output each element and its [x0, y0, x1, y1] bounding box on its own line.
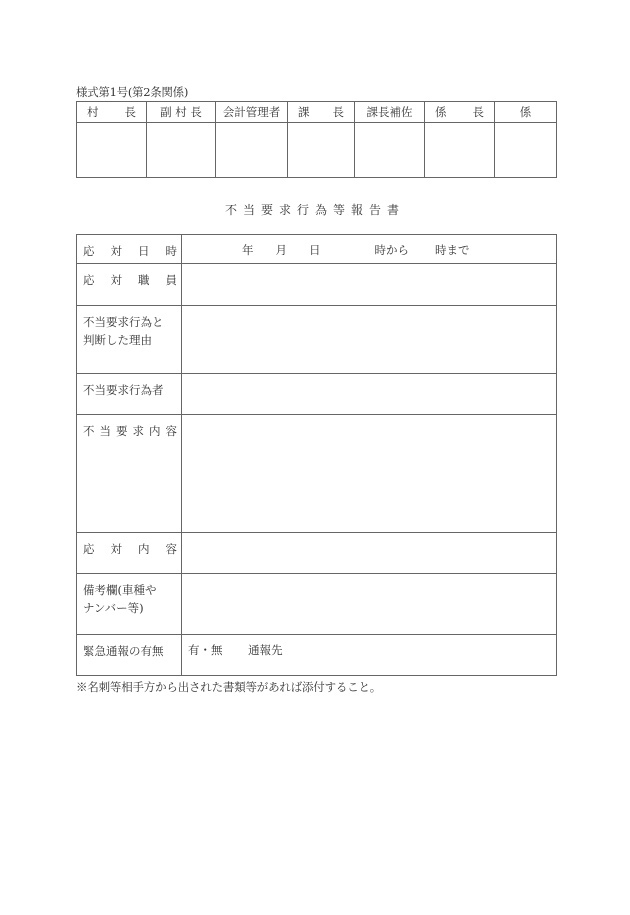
label-char: 対 [110, 244, 122, 258]
row-demand-content [77, 415, 557, 533]
year-label: 年 [242, 243, 254, 257]
label-char: 日 [138, 244, 150, 258]
row-responding-staff [77, 264, 557, 306]
label-reason [77, 306, 182, 374]
stamp-cell-accounting-manager[interactable] [216, 123, 288, 178]
field-perpetrator[interactable] [182, 374, 557, 415]
field-response-content[interactable] [182, 533, 557, 574]
field-response-datetime[interactable] [182, 235, 557, 264]
label-line: 備考欄(車種や [83, 583, 157, 597]
header-village-head: 村 長 [77, 102, 147, 123]
stamp-cell-deputy-village-head[interactable] [147, 123, 216, 178]
label-responding-staff [77, 264, 182, 306]
row-response-content [77, 533, 557, 574]
row-response-datetime [77, 235, 557, 264]
label-char: 求 [132, 424, 144, 438]
to-hour-label: 時まで [435, 243, 470, 257]
label-char: 応 [83, 273, 95, 287]
footnote: ※名刺等相手方から出された書類等があれば添付すること。 [76, 680, 382, 694]
document-title: 不当要求行為等報告書 [224, 203, 405, 217]
label-line: ナンバー等) [83, 601, 144, 615]
field-demand-content[interactable] [182, 415, 557, 533]
emergency-destination-label: 通報先 [248, 643, 283, 657]
label-char: 容 [165, 424, 177, 438]
label-char: 内 [138, 542, 150, 556]
label-char: 応 [83, 244, 95, 258]
header-deputy-village-head: 副 村 長 [147, 102, 216, 123]
form-number: 様式第1号(第2条関係) [76, 85, 189, 99]
from-hour-label: 時から [374, 243, 409, 257]
field-responding-staff[interactable] [182, 264, 557, 306]
report-table [76, 234, 557, 676]
row-reason [77, 306, 557, 374]
label-char: 不 [83, 424, 95, 438]
label-char: 要 [116, 424, 128, 438]
stamp-cell-subsection-chief[interactable] [425, 123, 495, 178]
header-staff: 係 [495, 102, 557, 123]
header-assistant-section-chief: 課長補佐 [355, 102, 425, 123]
label-remarks [77, 574, 182, 635]
label-char: 時 [165, 244, 177, 258]
stamp-cell-assistant-section-chief[interactable] [355, 123, 425, 178]
row-remarks [77, 574, 557, 635]
label-char: 当 [99, 424, 111, 438]
month-label: 月 [275, 243, 287, 257]
label-char: 対 [110, 542, 122, 556]
label-emergency-report: 緊急通報の有無 [77, 635, 182, 676]
label-char: 応 [83, 542, 95, 556]
header-accounting-manager: 会計管理者 [216, 102, 288, 123]
emergency-choice[interactable]: 有・無 [188, 643, 223, 657]
label-char: 職 [138, 273, 150, 287]
row-emergency-report [77, 635, 557, 676]
field-remarks[interactable] [182, 574, 557, 635]
field-reason[interactable] [182, 306, 557, 374]
stamp-cell-village-head[interactable] [77, 123, 147, 178]
approval-stamp-table [76, 101, 557, 178]
label-char: 員 [165, 273, 177, 287]
day-label: 日 [309, 243, 321, 257]
label-response-content [77, 533, 182, 574]
row-perpetrator [77, 374, 557, 415]
label-demand-content [77, 415, 182, 533]
header-subsection-chief: 係 長 [425, 102, 495, 123]
label-line: 不当要求行為と [83, 315, 164, 329]
label-line: 判断した理由 [83, 333, 152, 347]
stamp-cell-section-chief[interactable] [288, 123, 355, 178]
header-section-chief: 課 長 [288, 102, 355, 123]
label-response-datetime [77, 235, 182, 264]
label-char: 内 [149, 424, 161, 438]
label-perpetrator: 不当要求行為者 [77, 374, 182, 415]
label-char: 対 [110, 273, 122, 287]
field-emergency-report[interactable] [182, 635, 557, 676]
label-char: 容 [165, 542, 177, 556]
stamp-cell-staff[interactable] [495, 123, 557, 178]
